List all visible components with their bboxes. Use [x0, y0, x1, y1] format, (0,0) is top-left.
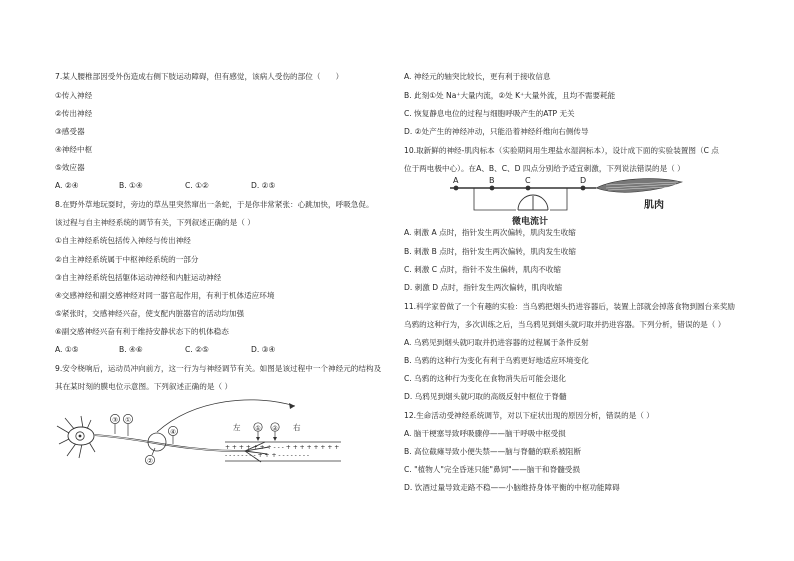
muscle-shape: [596, 179, 682, 193]
point-d-dot: [581, 186, 586, 191]
q11-stem-line2: 乌鸦的这种行为，多次训练之后，当乌鸦见到烟头就叼取并扔进容器。下列分析，错误的是（ ）: [404, 320, 726, 329]
zoom-arrow-head: [289, 403, 295, 409]
mark-3: ③: [112, 416, 118, 424]
q8-item-1: ①自主神经系统包括传入神经与传出神经: [55, 236, 191, 245]
membrane-minus-row: - - - - - - - - + + + - - - - - - - -: [225, 452, 310, 459]
nerve-muscle-figure: [446, 174, 686, 228]
q9-option-a[interactable]: A. 神经元的轴突比较长，更有利于接收信息: [404, 72, 551, 81]
point-b-label: B: [489, 176, 495, 185]
q7-item-2: ②传出神经: [55, 109, 93, 118]
q11-option-b[interactable]: B. 乌鸦的这种行为变化有利于乌鸦更好地适应环境变化: [404, 356, 589, 365]
q10-option-c[interactable]: C. 刺激 C 点时，指针不发生偏转，肌肉不收缩: [404, 265, 561, 274]
point-b-dot: [490, 186, 495, 191]
q10-stem-line2: 位于两电极中心）。在A、B、C、D 四点分别给予适宜刺激，下列说法错误的是（ ）: [404, 164, 685, 173]
q7-option-d[interactable]: D. ②⑤: [251, 181, 276, 190]
membrane-potential-figure: [223, 418, 343, 470]
q10-option-b[interactable]: B. 刺激 B 点时，指针发生两次偏转，肌肉发生收缩: [404, 247, 576, 256]
label-right: 右: [293, 423, 301, 432]
q8-stem-line1: 8.在野外草地玩耍时，旁边的草丛里突然窜出一条蛇，于是你非常紧张：心跳加快，呼吸急促。: [55, 200, 374, 209]
q11-option-a[interactable]: A. 乌鸦见到烟头就叼取并扔进容器的过程属于条件反射: [404, 338, 589, 347]
membrane-plus-row: + + + + + + + - - - + + + + + + + +: [225, 444, 340, 451]
mark-1-left: ①: [125, 416, 131, 424]
mark-4: ④: [170, 428, 176, 436]
q8-item-3: ③自主神经系统包括躯体运动神经和内脏运动神经: [55, 273, 222, 282]
q10-stem-line1: 10.取新鲜的神经-肌肉标本（实验期间用生理盐水湿润标本），设计成下面的实验装置图（C 点: [404, 146, 719, 155]
microammeter-label: 微电流计: [512, 217, 549, 227]
q8-option-a[interactable]: A. ①⑤: [55, 345, 79, 354]
q12-stem: 12.生命活动受神经系统调节，对以下症状出现的原因分析，错误的是（ ）: [404, 411, 654, 420]
point-c-label: C: [525, 176, 531, 185]
q9-option-c[interactable]: C. 恢复静息电位的过程与细胞呼吸产生的ATP 无关: [404, 109, 575, 118]
point-c-dot: [526, 186, 531, 191]
q7-stem: 7.某人腰椎部因受外伤造成右侧下肢运动障碍，但有感觉，该病人受伤的部位（ ）: [55, 72, 344, 81]
mark-1-inset: ①: [255, 425, 261, 432]
point-d-label: D: [580, 176, 587, 185]
point-a-label: A: [453, 176, 459, 185]
q11-stem-line1: 11.科学家曾做了一个有趣的实验：当乌鸦把烟头扔进容器后，装置上部就会掉落食物到圆台来奖励: [404, 302, 736, 311]
q9-option-d[interactable]: D. ②处产生的神经冲动，只能沿着神经纤维向右侧传导: [404, 127, 589, 136]
q7-option-b[interactable]: B. ①④: [119, 181, 143, 190]
q8-option-d[interactable]: D. ③④: [251, 345, 276, 354]
q8-item-5: ⑤紧张时，交感神经兴奋，使支配内脏器官的活动均加强: [55, 309, 245, 318]
q8-item-6: ⑥副交感神经兴奋有利于维持安静状态下的机体稳态: [55, 327, 229, 336]
q11-option-c[interactable]: C. 乌鸦的这种行为变化在食物消失后可能会退化: [404, 374, 567, 383]
electrode-wire-left: [474, 188, 516, 210]
q12-option-c[interactable]: C. "植物人"完全昏迷只能"鼻饲"——脑干和脊髓受损: [404, 465, 580, 474]
q9-stem-line1: 9.安令桡响后，运动员冲向前方，这一行为与神经调节有关。如图是该过程中一个神经元的结构及: [55, 364, 382, 373]
q12-option-d[interactable]: D. 饮酒过量导致走路不稳——小脑维持身体平衡的中枢功能障碍: [404, 483, 620, 492]
q7-item-4: ④神经中枢: [55, 145, 93, 154]
electrode-wire-right: [550, 188, 567, 210]
q9-stem-line2: 其在某时刻的膜电位示意图。下列叙述正确的是（ ）: [55, 382, 233, 391]
q8-item-2: ②自主神经系统属于中枢神经系统的一部分: [55, 255, 199, 264]
point-a-dot: [454, 186, 459, 191]
mark-2-bottom: ②: [147, 457, 153, 465]
q8-option-b[interactable]: B. ④⑥: [119, 345, 143, 354]
q7-option-c[interactable]: C. ①②: [185, 181, 209, 190]
q10-option-d[interactable]: D. 刺激 D 点时，指针发生两次偏转，肌肉收缩: [404, 283, 563, 292]
q12-option-b[interactable]: B. 高位截瘫导致小便失禁——脑与脊髓的联系被阻断: [404, 447, 582, 456]
q9-option-b[interactable]: B. 此刻①处 Na⁺大量内流，②处 K⁺大量外流，且均不需要耗能: [404, 91, 616, 100]
q12-option-a[interactable]: A. 脑干梗塞导致呼吸骤停——脑干呼吸中枢受损: [404, 429, 566, 438]
q7-item-5: ⑤效应器: [55, 163, 85, 172]
q11-option-d[interactable]: D. 乌鸦见到烟头就叼取的高级反射中枢位于脊髓: [404, 392, 567, 401]
q7-item-1: ①传入神经: [55, 91, 93, 100]
q8-item-4: ④交感神经和副交感神经对同一器官起作用，有利于机体适应环境: [55, 291, 275, 300]
q7-option-a[interactable]: A. ②④: [55, 181, 79, 190]
q10-option-a[interactable]: A. 刺激 A 点时，指针发生两次偏转，肌肉发生收缩: [404, 228, 576, 237]
neuron-nucleolus: [79, 435, 82, 438]
muscle-label: 肌肉: [644, 200, 664, 211]
q8-stem-line2: 该过程与自主神经系统的调节有关，下列叙述正确的是（ ）: [55, 218, 255, 227]
label-left: 左: [233, 423, 241, 432]
mark-2-inset: ②: [272, 425, 278, 432]
q8-option-c[interactable]: C. ②⑤: [185, 345, 209, 354]
q7-item-3: ③感受器: [55, 127, 85, 136]
